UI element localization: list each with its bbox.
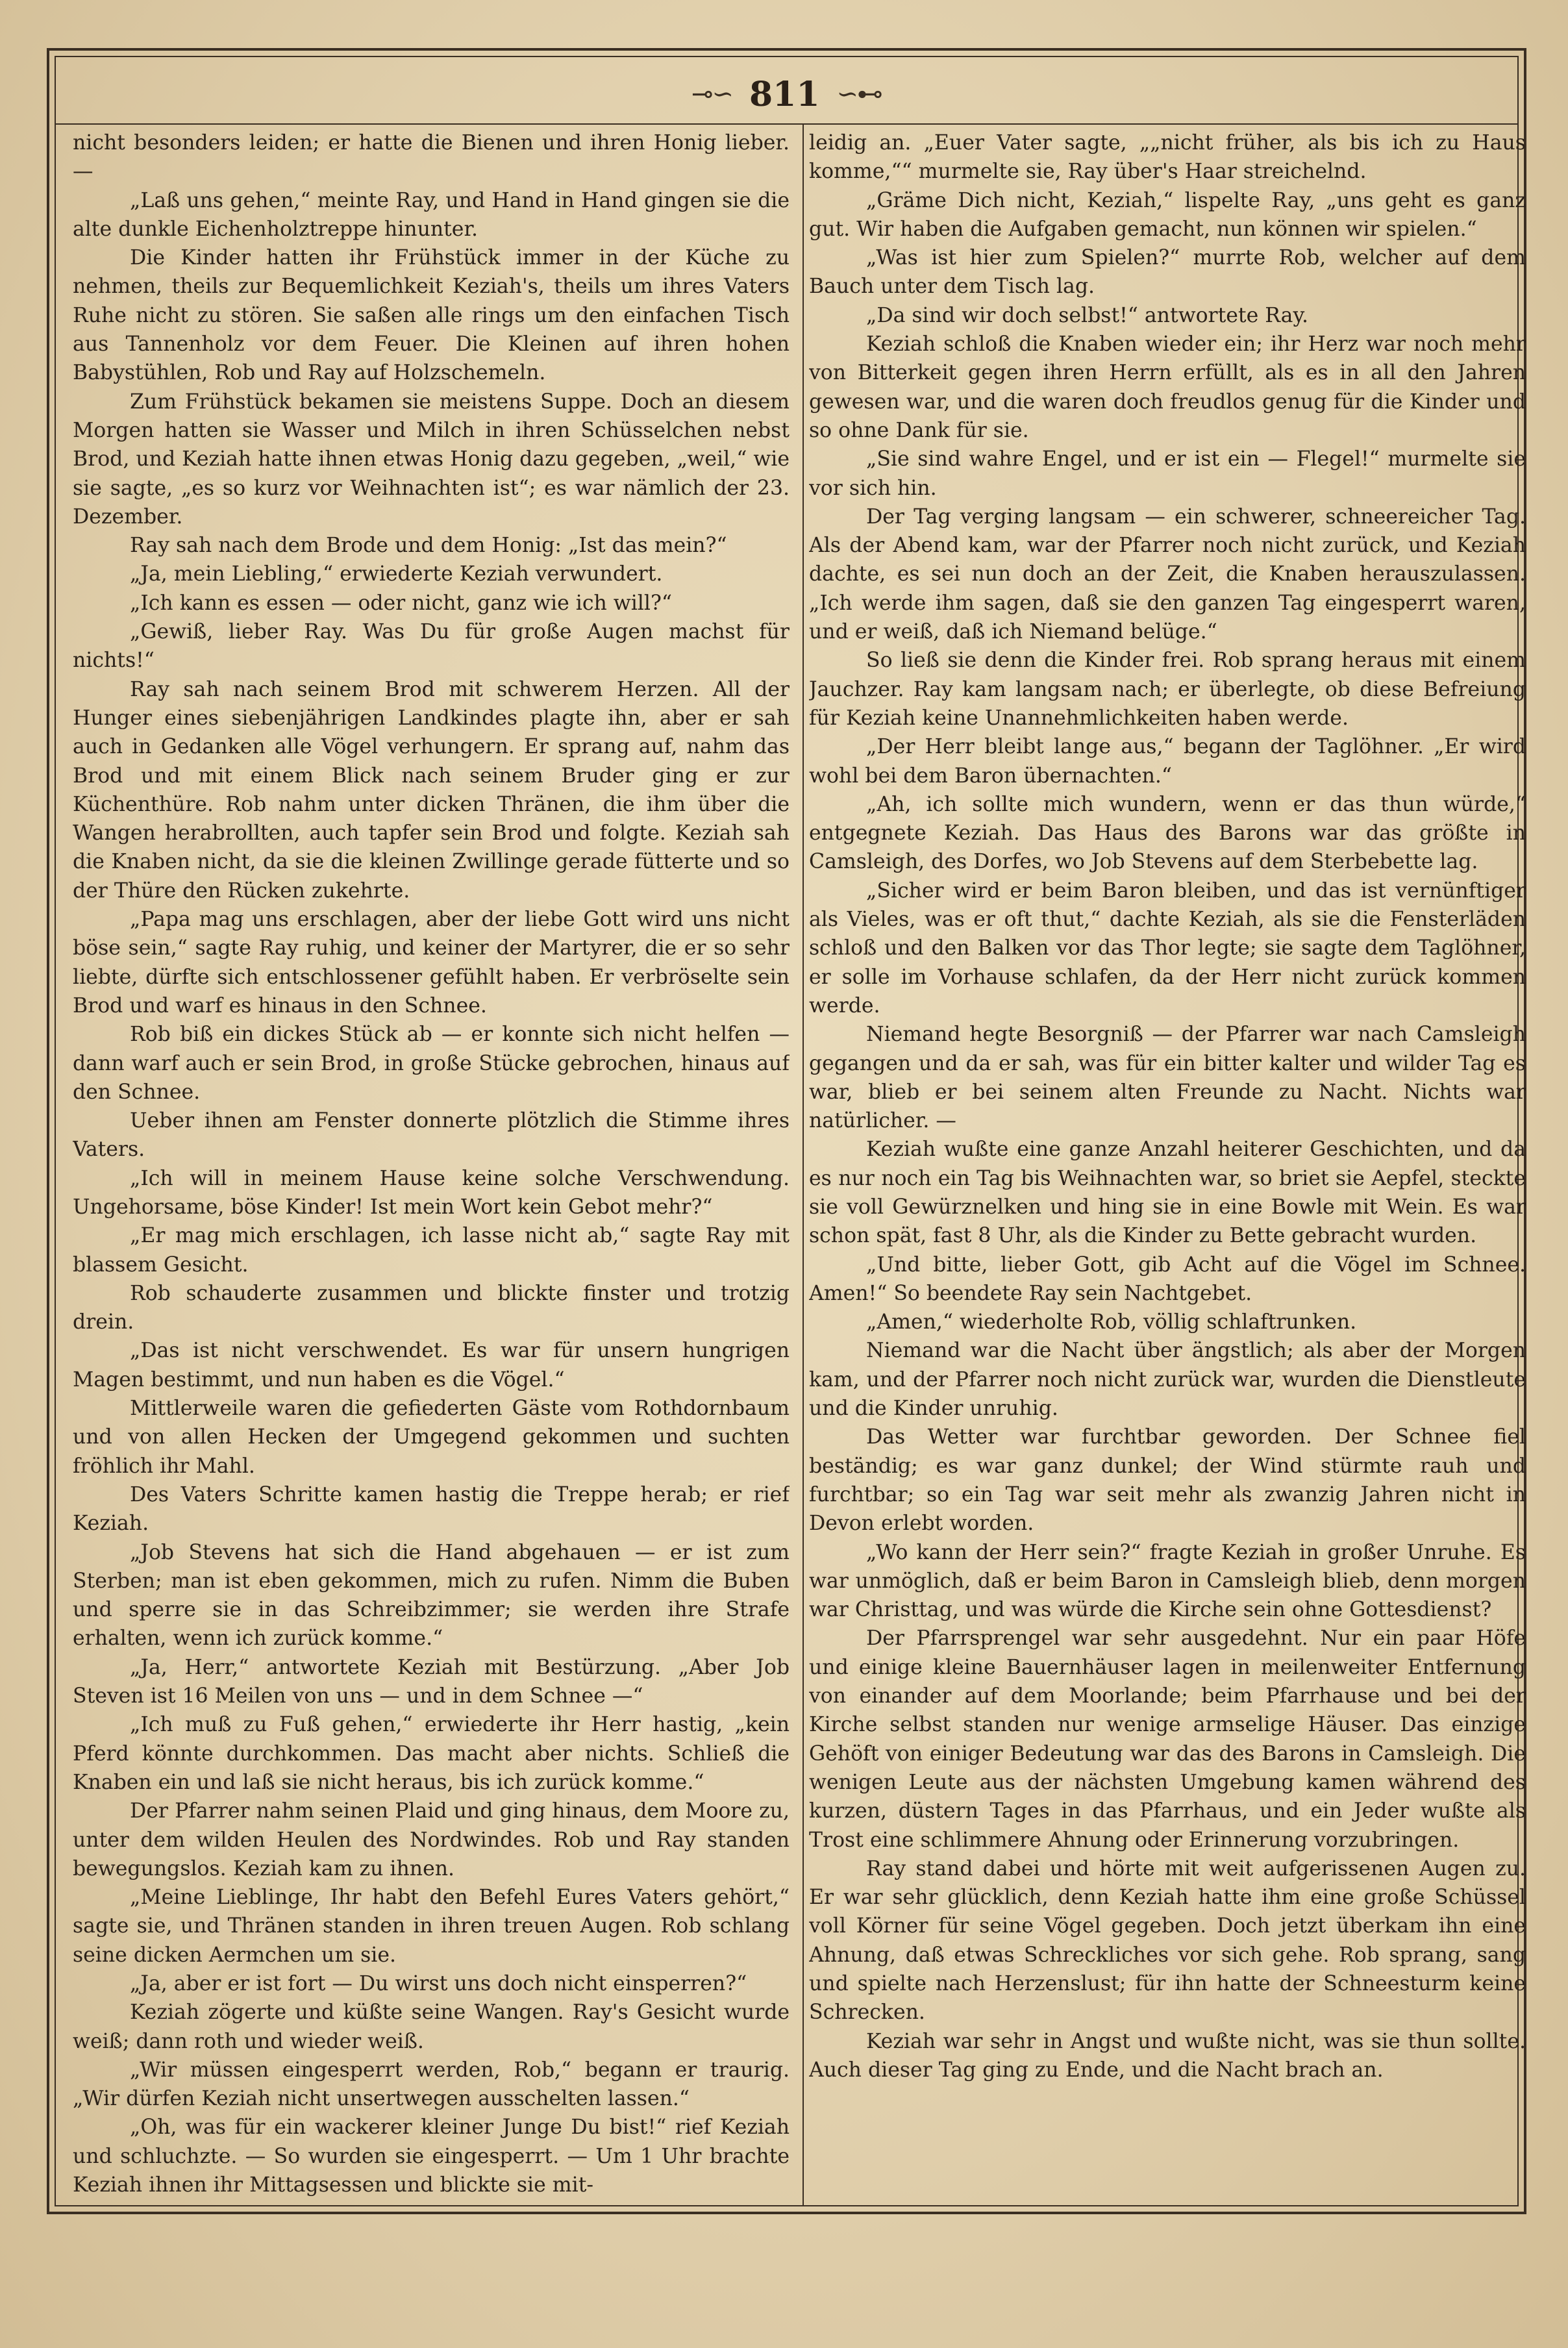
ornament-left-icon: ⊸∽ <box>691 79 732 109</box>
paragraph: „Ich kann es essen — oder nicht, ganz wie ich will?“ <box>130 591 672 615</box>
paragraph: nicht besonders leiden; er hatte die Bienen und ihren Honig lieber. — <box>73 131 790 184</box>
paragraph: Keziah wußte eine ganze Anzahl heiterer Geschichten, und da es nur noch ein Tag bis Weihnachten war, so briet sie Aepfel, steckte sie voll Gewürznelken und hing sie in eine Bowle mit Wein. Es war schon spät, fast 8 Uhr, als die Kinder zu Bette gebracht wurden. <box>809 1138 1526 1248</box>
paragraph: „Was ist hier zum Spielen?“ murrte Rob, welcher auf dem Bauch unter dem Tisch lag. <box>809 246 1526 299</box>
paragraph: „Amen,“ wiederholte Rob, völlig schlaftrunken. <box>866 1310 1357 1334</box>
paragraph: „Wo kann der Herr sein?“ fragte Keziah in großer Unruhe. Es war unmöglich, daß er beim Baron in Camsleigh blieb, denn morgen war Christtag, und was würde die Kirche sein ohne Gottesdienst? <box>809 1540 1526 1622</box>
paragraph: „Ich will in meinem Hause keine solche Verschwendung. Ungehorsame, böse Kinder! Ist mein Wort kein Gebot mehr?“ <box>73 1166 790 1219</box>
paragraph: Keziah war sehr in Angst und wußte nicht, was sie thun sollte. Auch dieser Tag ging zu Ende, und die Nacht brach an. <box>809 2029 1526 2082</box>
paragraph: Mittlerweile waren die gefiederten Gäste vom Rothdornbaum und von allen Hecken der Umgegend gekommen und suchten fröhlich ihr Mahl. <box>73 1397 790 1478</box>
paragraph: Zum Frühstück bekamen sie meistens Suppe. Doch an diesem Morgen hatten sie Wasser und Milch in ihren Schüsselchen nebst Brod, und Keziah hatte ihnen etwas Honig dazu gegeben, „weil,“ wie sie sagte, „es so kurz vor Weihnachten ist“; es war nämlich der 23. Dezember. <box>73 390 790 529</box>
column-divider <box>803 123 804 2206</box>
paragraph: „Sicher wird er beim Baron bleiben, und das ist vernünftiger als Vieles, was er oft thut,“ dachte Keziah, als sie die Fensterläden schloß und den Balken vor das Thor legte; sie sagte dem Taglöhner, er solle im Vorhause schlafen, da der Herr nicht zurück kommen werde. <box>809 879 1526 1018</box>
paragraph: Der Tag verging langsam — ein schwerer, schneereicher Tag. Als der Abend kam, war der Pfarrer noch nicht zurück, und Keziah dachte, es sei nun doch an der Zeit, die Knaben herauszulassen. „Ich werde ihm sagen, daß sie den ganzen Tag eingesperrt waren, und er weiß, daß ich Niemand belüge.“ <box>809 505 1526 644</box>
paragraph: Das Wetter war furchtbar geworden. Der Schnee fiel beständig; es war ganz dunkel; der Wind stürmte rauh und furchtbar; so ein Tag war seit mehr als zwanzig Jahren nicht in Devon erlebt worden. <box>809 1425 1526 1536</box>
paragraph: „Und bitte, lieber Gott, gib Acht auf die Vögel im Schnee. Amen!“ So beendete Ray sein Nachtgebet. <box>809 1253 1526 1305</box>
paragraph: Rob schauderte zusammen und blickte finster und trotzig drein. <box>73 1281 790 1334</box>
ornament-right-icon: ∽⊷ <box>836 79 882 109</box>
header-rule <box>55 123 1519 125</box>
paragraph: „Ah, ich sollte mich wundern, wenn er das thun würde,“ entgegnete Keziah. Das Haus des Barons war das größte in Camsleigh, des Dorfes, wo Job Stevens auf dem Sterbebette lag. <box>809 792 1526 874</box>
paragraph: „Gräme Dich nicht, Keziah,“ lispelte Ray, „uns geht es ganz gut. Wir haben die Aufgaben gemacht, nun können wir spielen.“ <box>809 188 1526 241</box>
left-column <box>73 129 790 2200</box>
paragraph: „Gewiß, lieber Ray. Was Du für große Augen machst für nichts!“ <box>73 620 790 673</box>
paragraph: „Sie sind wahre Engel, und er ist ein — Flegel!“ murmelte sie vor sich hin. <box>809 447 1526 500</box>
paragraph: Des Vaters Schritte kamen hastig die Treppe herab; er rief Keziah. <box>73 1482 790 1536</box>
paragraph: Niemand hegte Besorgniß — der Pfarrer war nach Camsleigh gegangen und da er sah, was für ein bitter kalter und wilder Tag es war, blieb er bei seinem alten Freunde zu Nacht. Nichts war natürlicher. — <box>809 1023 1526 1133</box>
paragraph: „Er mag mich erschlagen, ich lasse nicht ab,“ sagte Ray mit blassem Gesicht. <box>73 1224 790 1277</box>
paragraph: „Ja, Herr,“ antwortete Keziah mit Bestürzung. „Aber Job Steven ist 16 Meilen von uns — und in dem Schnee —“ <box>73 1655 790 1708</box>
paragraph: Ray stand dabei und hörte mit weit aufgerissenen Augen zu. Er war sehr glücklich, denn Keziah hatte ihm eine große Schüssel voll Körner für seine Vögel gegeben. Doch jetzt überkam ihn eine Ahnung, daß etwas Schreckliches vor sich gehe. Rob sprang, sang und spielte nach Herzenslust; für ihn hatte der Schneesturm keine Schrecken. <box>809 1856 1526 2025</box>
paragraph: „Ja, aber er ist fort — Du wirst uns doch nicht einsperren?“ <box>130 1972 747 1995</box>
paragraph: „Meine Lieblinge, Ihr habt den Befehl Eures Vaters gehört,“ sagte sie, und Thränen standen in ihren treuen Augen. Rob schlang seine dicken Aermchen um sie. <box>73 1886 790 1967</box>
paragraph: „Ja, mein Liebling,“ erwiederte Keziah verwundert. <box>130 562 663 586</box>
paragraph: „Laß uns gehen,“ meinte Ray, und Hand in Hand gingen sie die alte dunkle Eichenholztreppe hinunter. <box>73 188 790 241</box>
paragraph: leidig an. „Euer Vater sagte, „„nicht früher, als bis ich zu Haus komme,““ murmelte sie, Ray über's Haar streichelnd. <box>809 131 1526 184</box>
paragraph: Ray sah nach dem Brode und dem Honig: „Ist das mein?“ <box>130 534 727 558</box>
paragraph: „Wir müssen eingesperrt werden, Rob,“ begann er traurig. „Wir dürfen Keziah nicht unsertwegen ausschelten lassen.“ <box>73 2058 790 2111</box>
paragraph: Keziah schloß die Knaben wieder ein; ihr Herz war noch mehr von Bitterkeit gegen ihren Herrn erfüllt, als es in all den Jahren gewesen war, und die waren doch freudlos genug für die Kinder und so ohne Dank für sie. <box>809 332 1526 442</box>
page-header <box>55 65 1519 123</box>
paragraph: Niemand war die Nacht über ängstlich; als aber der Morgen kam, und der Pfarrer noch nicht zurück war, wurden die Dienstleute und die Kinder unruhig. <box>809 1339 1526 1421</box>
paragraph: „Das ist nicht verschwendet. Es war für unsern hungrigen Magen bestimmt, und nun haben es die Vögel.“ <box>73 1339 790 1392</box>
page-number: 811 <box>749 74 820 114</box>
paragraph: „Oh, was für ein wackerer kleiner Junge Du bist!“ rief Keziah und schluchzte. — So wurden sie eingesperrt. — Um 1 Uhr brachte Keziah ihnen ihr Mittagsessen und blickte sie mit- <box>73 2116 790 2197</box>
paragraph: Rob biß ein dickes Stück ab — er konnte sich nicht helfen — dann warf auch er sein Brod, in große Stücke gebrochen, hinaus auf den Schnee. <box>73 1023 790 1104</box>
paragraph: Der Pfarrer nahm seinen Plaid und ging hinaus, dem Moore zu, unter dem wilden Heulen des Nordwindes. Rob und Ray standen bewegungslos. Keziah kam zu ihnen. <box>73 1799 790 1880</box>
paragraph: So ließ sie denn die Kinder frei. Rob sprang heraus mit einem Jauchzer. Ray kam langsam nach; er überlegte, ob diese Befreiung für Keziah keine Unannehmlichkeiten haben werde. <box>809 649 1526 730</box>
paragraph: „Ich muß zu Fuß gehen,“ erwiederte ihr Herr hastig, „kein Pferd könnte durchkommen. Das macht aber nichts. Schließ die Knaben ein und laß sie nicht heraus, bis ich zurück komme.“ <box>73 1713 790 1794</box>
paragraph: „Job Stevens hat sich die Hand abgehauen — er ist zum Sterben; man ist eben gekommen, mich zu rufen. Nimm die Buben und sperre sie in das Schreibzimmer; sie werden ihre Strafe erhalten, wenn ich zurück komme.“ <box>73 1540 790 1651</box>
paragraph: Der Pfarrsprengel war sehr ausgedehnt. Nur ein paar Höfe und einige kleine Bauernhäuser lagen in meilenweiter Entfernung von einander auf dem Moorlande; beim Pfarrhause und bei der Kirche selbst standen nur wenige armselige Häuser. Das einzige Gehöft von einiger Bedeutung war das des Barons in Camsleigh. Die wenigen Leute aus der nächsten Umgebung kamen während des kurzen, düstern Tages in das Pfarrhaus, und ein Jeder wußte als Trost eine schlimmere Ahnung oder Erinnerung vorzubringen. <box>809 1627 1526 1852</box>
paragraph: Ueber ihnen am Fenster donnerte plötzlich die Stimme ihres Vaters. <box>73 1109 790 1162</box>
paragraph: Die Kinder hatten ihr Frühstück immer in der Küche zu nehmen, theils zur Bequemlichkeit Keziah's, theils um ihres Vaters Ruhe nicht zu stören. Sie saßen alle rings um den einfachen Tisch aus Tannenholz vor dem Feuer. Die Kleinen auf ihren hohen Babystühlen, Rob und Ray auf Holzschemeln. <box>73 246 790 385</box>
paragraph: Ray sah nach seinem Brod mit schwerem Herzen. All der Hunger eines siebenjährigen Landkindes plagte ihn, aber er sah auch in Gedanken alle Vögel verhungern. Er sprang auf, nahm das Brod und mit einem Blick nach seinem Bruder ging er zur Küchenthüre. Rob nahm unter dicken Thränen, die ihm über die Wangen herabrollten, auch tapfer sein Brod und folgte. Keziah sah die Knaben nicht, da sie die kleinen Zwillinge gerade fütterte und so der Thüre den Rücken zukehrte. <box>73 677 790 903</box>
paragraph: „Der Herr bleibt lange aus,“ begann der Taglöhner. „Er wird wohl bei dem Baron übernachten.“ <box>809 735 1526 788</box>
paragraph: Keziah zögerte und küßte seine Wangen. Ray's Gesicht wurde weiß; dann roth und wieder weiß. <box>73 2001 790 2053</box>
right-column <box>809 129 1526 2200</box>
paragraph: „Papa mag uns erschlagen, aber der liebe Gott wird uns nicht böse sein,“ sagte Ray ruhig, und keiner der Martyrer, die er so sehr liebte, dürfte sich entschlossener gefühlt haben. Er verbröselte sein Brod und warf es hinaus in den Schnee. <box>73 908 790 1018</box>
paragraph: „Da sind wir doch selbst!“ antwortete Ray. <box>866 303 1309 327</box>
